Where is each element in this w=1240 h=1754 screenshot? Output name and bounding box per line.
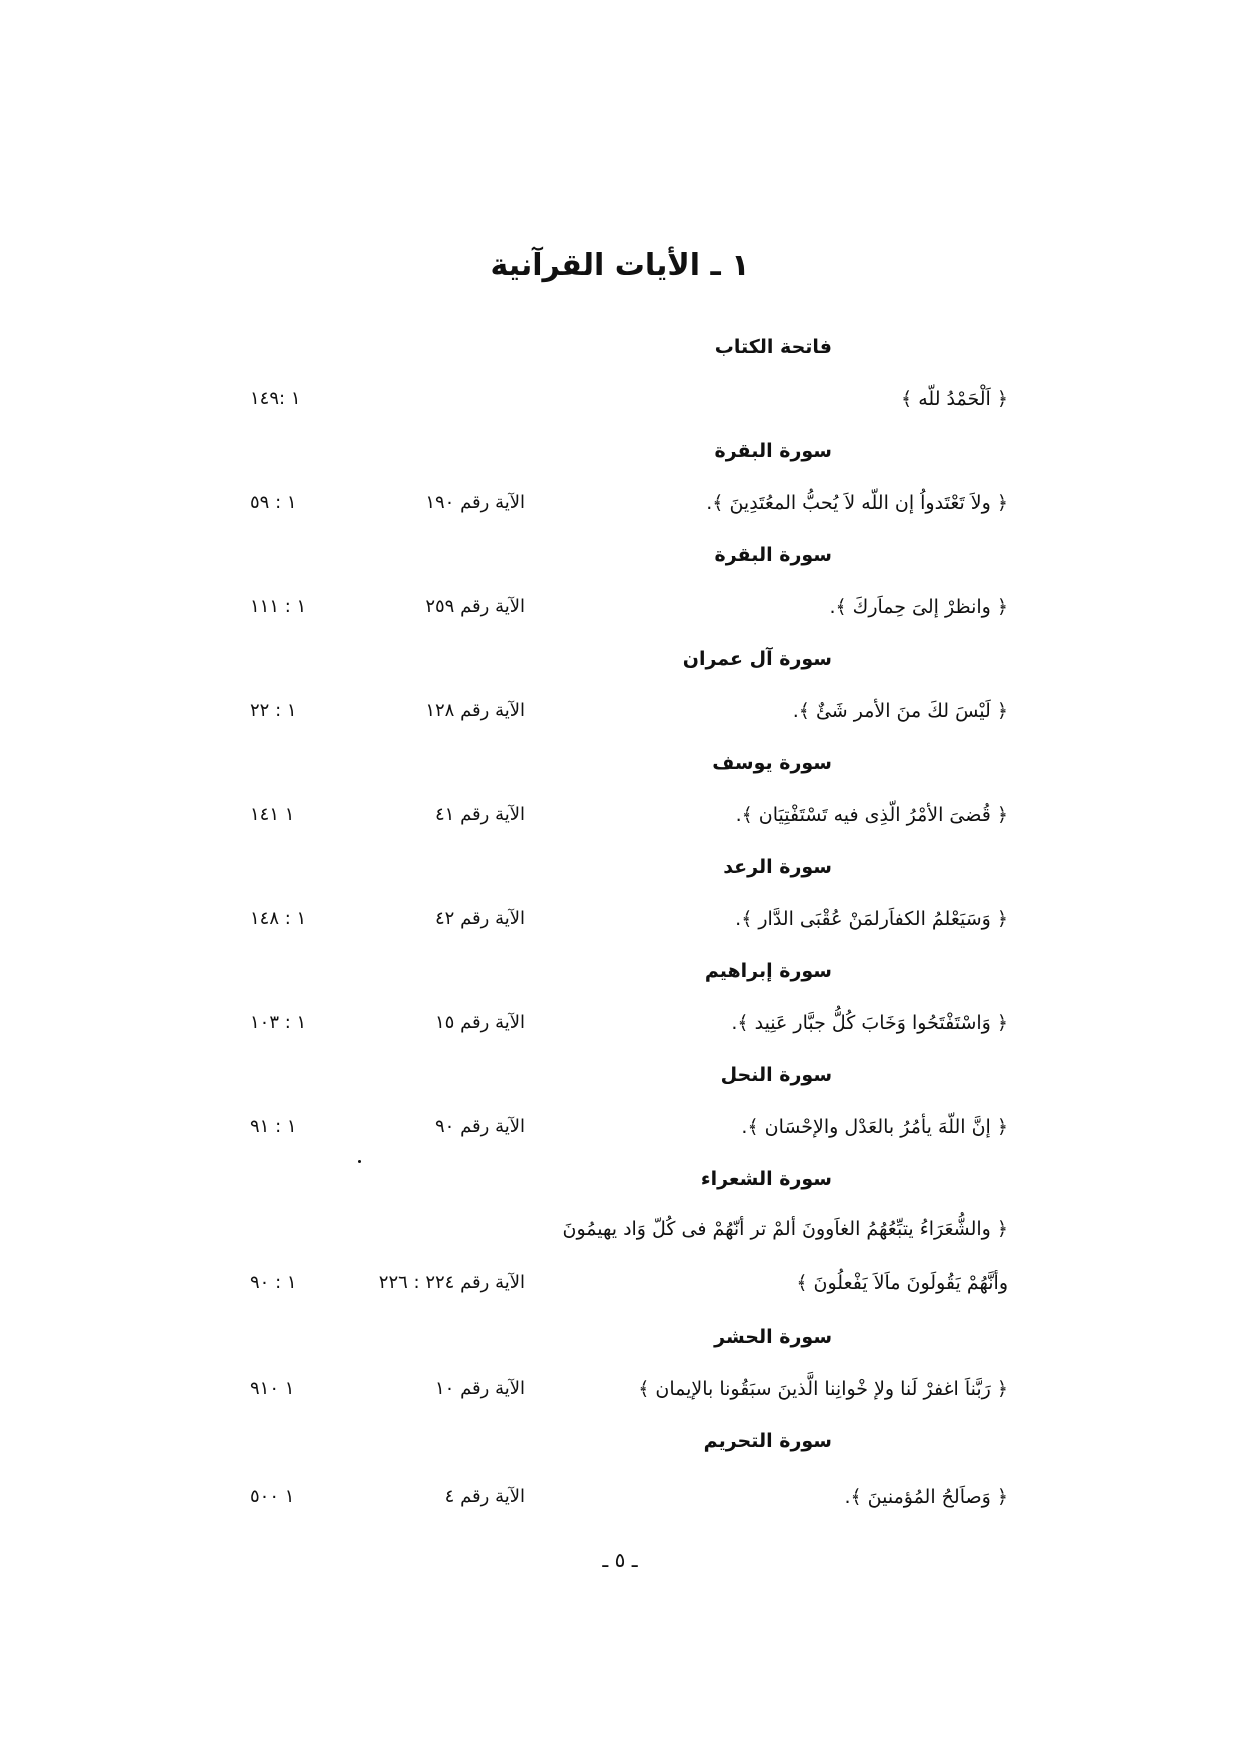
verse-reference: الآية رقم ٤٢ xyxy=(435,908,525,929)
surah-heading: سورة يوسف xyxy=(712,752,832,774)
verse-reference: الآية رقم ٢٢٤ : ٢٢٦ xyxy=(378,1272,525,1293)
surah-heading: سورة آل عمران xyxy=(682,648,832,670)
verse-location: ١ ٩١٠ xyxy=(250,1378,295,1399)
page-title: ١ ـ الأيات القرآنية xyxy=(490,248,750,283)
verse-text: ﴿ وانظرْ إلىَ حِماَركَ ﴾. xyxy=(829,596,1008,618)
verse-text: ﴿ رَبَّناَ اغفرْ لَنا ولإ خْوانِنا الَّذينَ سبَقُونا بالإيمان ﴾ xyxy=(638,1378,1008,1400)
verse-reference: الآية رقم ١٥ xyxy=(435,1012,525,1033)
verse-reference: الآية رقم ١٠ xyxy=(435,1378,525,1399)
verse-text: ﴿ ولاَ تَعْتَدواُ إن اللّه لاَ يُحبُّ المعُتَدِينَ ﴾. xyxy=(706,492,1008,514)
verse-text: ﴿ إنَّ اللّهَ يأمُرُ بالعَدْل والإحْسَان ﴾. xyxy=(741,1116,1008,1138)
verse-text: ﴿ وَصاَلحُ المُؤمنينَ ﴾. xyxy=(844,1486,1008,1508)
surah-heading: سورة الشعراء xyxy=(700,1168,832,1190)
verse-location: ١ : ١١١ xyxy=(250,596,307,617)
verse-location: ١ : ١٤٨ xyxy=(250,908,307,929)
verse-location: ١ : ٢٢ xyxy=(250,700,297,721)
surah-heading: سورة إبراهيم xyxy=(704,960,832,982)
verse-location: ١ ١٤١ xyxy=(250,804,295,825)
verse-text: ﴿ اَلْحَمْدُ للّه ﴾ xyxy=(901,388,1008,410)
verse-location: ١ : ٩٠ xyxy=(250,1272,297,1293)
verse-reference: الآية رقم ١٢٨ xyxy=(425,700,525,721)
surah-heading: سورة البقرة xyxy=(714,544,832,566)
verse-location: ١ :١٤٩ xyxy=(250,388,301,409)
verse-location: ١ : ٩١ xyxy=(250,1116,297,1137)
verse-reference: الآية رقم ٤ xyxy=(444,1486,525,1507)
verse-reference: الآية رقم ٢٥٩ xyxy=(425,596,525,617)
surah-heading: سورة الرعد xyxy=(723,856,832,878)
verse-text: ﴿ والشُّعَرَاءُ يتبِّعُهُمُ الغاَوونَ ألمْ تر أنّهُمْ فى كُلّ وَاد يهيمُونَ xyxy=(562,1218,1008,1240)
stray-dot xyxy=(358,1160,361,1163)
verse-location: ١ : ١٠٣ xyxy=(250,1012,307,1033)
surah-heading: سورة التحريم xyxy=(703,1430,832,1452)
surah-heading: فاتحة الكتاب xyxy=(714,336,832,358)
verse-text: ﴿ وَسَيَعْلمُ الكفاَرلمَنْ عُقْبَى الدَّار ﴾. xyxy=(735,908,1008,930)
verse-text: ﴿ قُضىَ الأمْرُ الّذِى فيه تَسْتَفْتِيَان ﴾. xyxy=(735,804,1008,826)
verse-location: ١ ٥٠٠ xyxy=(250,1486,295,1507)
verse-text: ﴿ وَاسْتَفْتَحُوا وَخَابَ كُلُّ جبَّار عَنِيد ﴾. xyxy=(731,1012,1008,1034)
verse-reference: الآية رقم ٤١ xyxy=(435,804,525,825)
verse-text-continued: وأنَّهُمْ يَقُولَونَ ماَلاَ يَفْعلُونَ ﴾ xyxy=(796,1272,1008,1294)
page-number: ـ ٥ ـ xyxy=(602,1548,638,1572)
surah-heading: سورة النحل xyxy=(720,1064,832,1086)
surah-heading: سورة الحشر xyxy=(714,1326,832,1348)
surah-heading: سورة البقرة xyxy=(714,440,832,462)
verse-location: ١ : ٥٩ xyxy=(250,492,297,513)
verse-reference: الآية رقم ١٩٠ xyxy=(425,492,525,513)
verse-reference: الآية رقم ٩٠ xyxy=(435,1116,525,1137)
verse-text: ﴿ لَيْسَ لكَ منَ الأمر شَئٌ ﴾. xyxy=(792,700,1008,722)
